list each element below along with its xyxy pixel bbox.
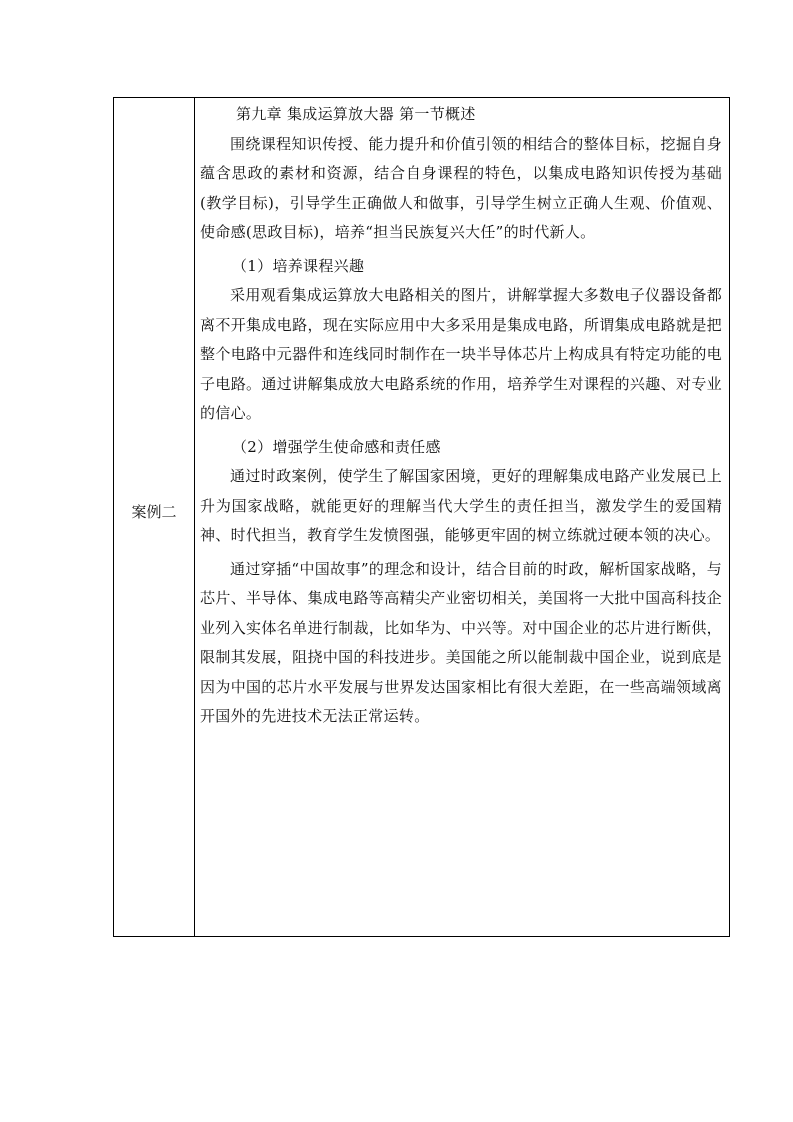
section-paragraph-mission-2: 通过穿插“中国故事”的理念和设计，结合目前的时政，解析国家战略，与芯片、半导体、集成电路等高精尖产业密切相关，美国将一大批中国高科技企业列入实体名单进行制裁，比如华为、中兴等。对中国企业的芯片进行断供，限制其发展，阻挠中国的科技进步。美国能之所以能制裁中国企业，说到底是因为中国的芯片水平发展与世界发达国家相比有很大差距，在一些高端领域离开国外的先进技术无法正常运转。 [200, 559, 722, 725]
case-table [113, 97, 730, 937]
section-heading-interest: （1）培养课程兴趣 [232, 256, 365, 275]
section-paragraph-mission-1: 通过时政案例，使学生了解国家困境，更好的理解集成电路产业发展已上升为国家战略，就能更好的理解当代大学生的责任担当，激发学生的爱国精神、时代担当，教育学生发愤图强，能够更牢固的树立练就过硬本领的决心。 [200, 467, 722, 544]
intro-paragraph: 围绕课程知识传授、能力提升和价值引领的相结合的整体目标，挖掘自身蕴含思政的素材和资源，结合自身课程的特色，以集成电路知识传授为基础(教学目标)，引导学生正确做人和做事，引导学生树立正确人生观、价值观、使命感(思政目标)，培养“担当民族复兴大任”的时代新人。 [200, 134, 722, 241]
column-divider [194, 98, 195, 936]
chapter-title: 第九章 集成运算放大器 第一节概述 [236, 105, 476, 123]
case-content [200, 100, 722, 732]
case-label: 案例二 [131, 503, 177, 521]
section-heading-mission: （2）增强学生使命感和责任感 [232, 437, 441, 456]
section-paragraph-interest: 采用观看集成运算放大电路相关的图片，讲解掌握大多数电子仪器设备都离不开集成电路，现在实际应用中大多采用是集成电路，所谓集成电路就是把整个电路中元器件和连线同时制作在一块半导体芯片上构成具有特定功能的电子电路。通过讲解集成放大电路系统的作用，培养学生对课程的兴趣、对专业的信心。 [200, 286, 722, 422]
